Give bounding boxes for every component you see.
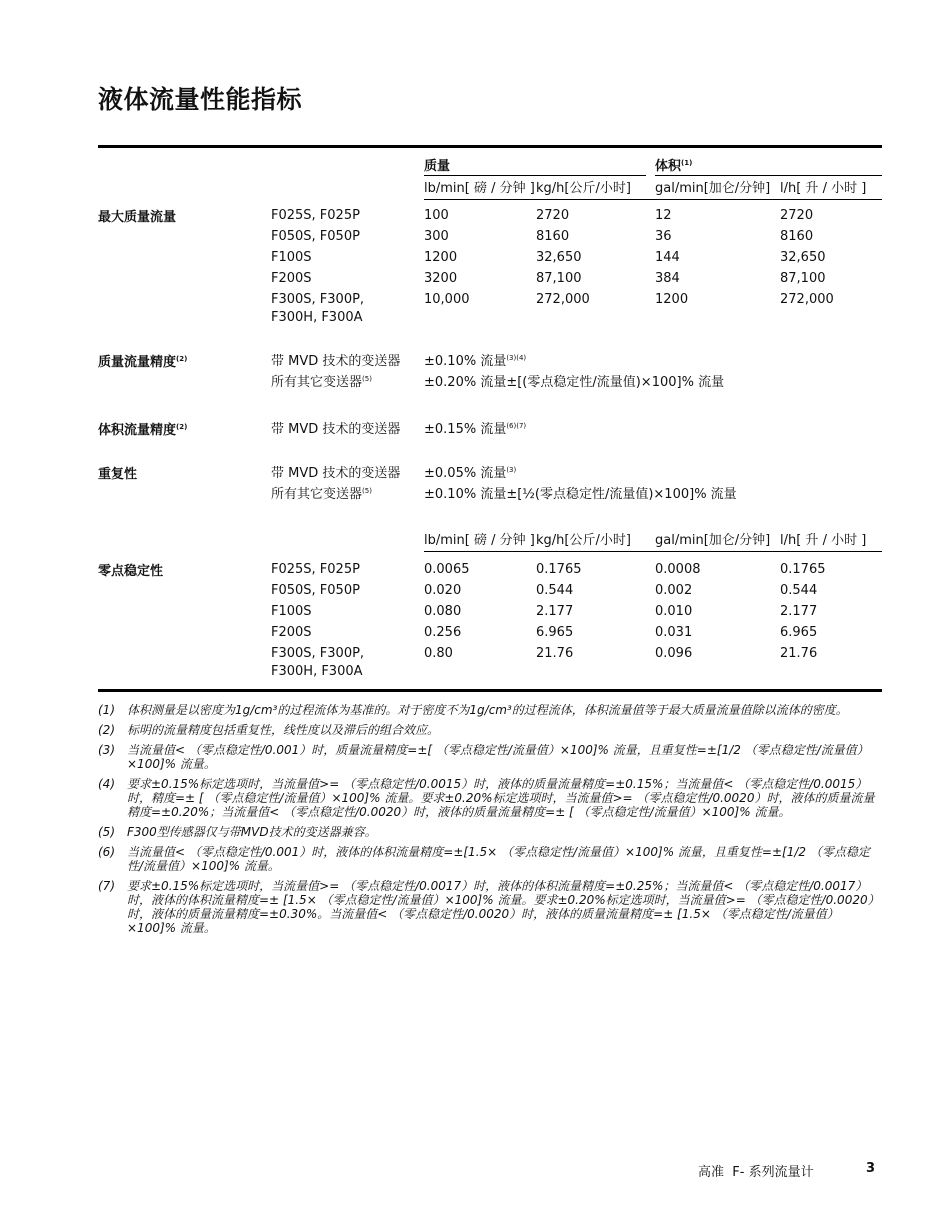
footer-doc-title: 高准 F- 系列流量计 [698, 1165, 814, 1180]
model-cell: F300H, F300A [271, 310, 363, 325]
value-cell: 21.76 [536, 646, 574, 661]
max-flow-table [271, 205, 780, 310]
value-cell: 36 [655, 229, 672, 244]
value-cell: 0.256 [424, 625, 462, 640]
value-cell: 384 [655, 271, 680, 286]
value-cell: 0.544 [780, 583, 818, 598]
unit-header-rule [424, 199, 882, 200]
transmitter-label: 带 MVD 技术的变送器 [271, 466, 401, 481]
value-cell: 10,000 [424, 292, 470, 307]
value-cell: 144 [655, 250, 680, 265]
accuracy-value: ±0.20% 流量±[(零点稳定性/流量值)×100]% 流量 [424, 375, 725, 390]
value-cell: 0.80 [424, 646, 453, 661]
unit-header: gal/min[加仑/分钟] [655, 533, 771, 548]
zero-stability-label: 零点稳定性 [98, 564, 164, 579]
unit-header: lb/min[ 磅 / 分钟 ] [424, 533, 535, 548]
value-cell: 272,000 [536, 292, 590, 307]
value-cell: 87,100 [780, 271, 826, 286]
value-cell: 0.096 [655, 646, 693, 661]
value-cell: 6.965 [536, 625, 574, 640]
model-cell: F100S [271, 604, 312, 619]
value-cell: 272,000 [780, 292, 834, 307]
repeatability-value: ±0.10% 流量±[½(零点稳定性/流量值)×100]% 流量 [424, 487, 737, 502]
repeatability-value: ±0.05% 流量$^{(3)}$ [424, 466, 517, 481]
value-cell: 8160 [536, 229, 570, 244]
value-cell: 21.76 [780, 646, 818, 661]
value-cell: 32,650 [536, 250, 582, 265]
model-cell: F300S, F300P, [271, 292, 365, 307]
volume-header: 体积$^{(1)}$ [655, 159, 693, 174]
model-cell: F300S, F300P, [271, 646, 365, 661]
value-cell: 0.031 [655, 625, 693, 640]
model-cell: F300H, F300A [271, 664, 363, 679]
value-cell: 100 [424, 208, 449, 223]
footnote: (5) F300型传感器仅与带MVD技术的变送器兼容。 [98, 825, 377, 839]
footnote: (6) 当流量值< （零点稳定性/0.001）时，液体的体积流量精度=±[1.5× （零点稳定性/流量值）×100]% 流量，且重复性=±[1/2 （零点稳定性/流量值）×100]% 流量。 [98, 845, 870, 873]
value-cell: 3200 [424, 271, 458, 286]
transmitter-label: 所有其它变送器$^{(5)}$ [271, 375, 372, 390]
mass-header-rule [424, 175, 646, 176]
value-cell: 300 [424, 229, 449, 244]
value-cell: 12 [655, 208, 672, 223]
footnotes [98, 703, 882, 941]
value-cell: 1200 [424, 250, 458, 265]
zero-stability-table [271, 559, 780, 664]
volume-accuracy-label: 体积流量精度$^{(2)}$ [98, 423, 188, 438]
footnote: (2) 标明的流量精度包括重复性，线性度以及滞后的组合效应。 [98, 723, 440, 737]
unit-header: kg/h[公斤/小时] [536, 533, 631, 548]
value-cell: 0.1765 [780, 562, 826, 577]
model-cell: F200S [271, 625, 312, 640]
value-cell: 0.080 [424, 604, 462, 619]
value-cell: 0.1765 [536, 562, 582, 577]
model-cell: F200S [271, 271, 312, 286]
value-cell: 2.177 [536, 604, 574, 619]
value-cell: 8160 [780, 229, 814, 244]
model-cell: F025S, F025P [271, 208, 360, 223]
value-cell: 87,100 [536, 271, 582, 286]
transmitter-label: 带 MVD 技术的变送器 [271, 422, 401, 437]
unit-header-rule [424, 551, 882, 552]
value-cell: 0.0065 [424, 562, 470, 577]
unit-header: l/h[ 升 / 小时 ] [780, 533, 867, 548]
unit-header: l/h[ 升 / 小时 ] [780, 181, 867, 196]
value-cell: 0.020 [424, 583, 462, 598]
value-cell: 0.010 [655, 604, 693, 619]
table-top-rule [98, 145, 882, 148]
model-cell: F050S, F050P [271, 583, 360, 598]
footnote: (3) 当流量值< （零点稳定性/0.001）时，质量流量精度=±[ （零点稳定性/流量值）×100]% 流量，且重复性=±[1/2 （零点稳定性/流量值）×100]% 流量。 [98, 743, 869, 771]
value-cell: 2720 [536, 208, 570, 223]
value-cell: 0.002 [655, 583, 693, 598]
unit-header: kg/h[公斤/小时] [536, 181, 631, 196]
value-cell: 6.965 [780, 625, 818, 640]
repeatability-label: 重复性 [98, 467, 138, 482]
footnote: (4) 要求±0.15%标定选项时，当流量值>= （零点稳定性/0.0015）时，液体的质量流量精度=±0.15%；当流量值< （零点稳定性/0.0015）时，精度=± [ （零点稳定性/流量值）×100]% 流量。要求±0.20%标定选项时，当流量值>= （零点稳定性/0.0020）时，液体的质量流量精度=±0.20%；当流量值< （零点稳定性/0.0020）时，液体的质量流量精度=± [ （零点稳定性/流量值）×100]% 流量。 [98, 777, 875, 819]
page-title: 液体流量性能指标 [98, 85, 303, 114]
value-cell: 2720 [780, 208, 814, 223]
model-cell: F050S, F050P [271, 229, 360, 244]
accuracy-value: ±0.15% 流量$^{(6)(7)}$ [424, 422, 527, 437]
table-bottom-rule [98, 689, 882, 692]
mass-header: 质量 [424, 159, 451, 174]
value-cell: 0.544 [536, 583, 574, 598]
value-cell: 2.177 [780, 604, 818, 619]
model-cell: F025S, F025P [271, 562, 360, 577]
page-number: 3 [866, 1161, 876, 1176]
unit-header: gal/min[加仑/分钟] [655, 181, 771, 196]
max-flow-label: 最大质量流量 [98, 210, 177, 225]
value-cell: 0.0008 [655, 562, 701, 577]
mass-accuracy-label: 质量流量精度$^{(2)}$ [98, 355, 188, 370]
model-cell: F100S [271, 250, 312, 265]
transmitter-label: 所有其它变送器$^{(5)}$ [271, 487, 372, 502]
value-cell: 32,650 [780, 250, 826, 265]
volume-header-rule [655, 175, 882, 176]
footnote: (1) 体积测量是以密度为1g/cm³的过程流体为基准的。对于密度不为1g/cm³的过程流体，体积流量值等于最大质量流量值除以流体的密度。 [98, 703, 848, 717]
value-cell: 1200 [655, 292, 689, 307]
footnote: (7) 要求±0.15%标定选项时，当流量值>= （零点稳定性/0.0017）时，液体的体积流量精度=±0.25%；当流量值< （零点稳定性/0.0017）时，液体的体积流量精度=± [1.5× （零点稳定性/流量值）×100]% 流量。要求±0.20%标定选项时，当流量值>= （零点稳定性/0.0020）时，液体的质量流量精度=±0.30%。当流量值< （零点稳定性/0.0020）时，液体的质量流量精度=± [1.5× （零点稳定性/流量值）×100]% 流量。 [98, 879, 880, 935]
transmitter-label: 带 MVD 技术的变送器 [271, 354, 401, 369]
unit-header: lb/min[ 磅 / 分钟 ] [424, 181, 535, 196]
accuracy-value: ±0.10% 流量$^{(3)(4)}$ [424, 354, 527, 369]
